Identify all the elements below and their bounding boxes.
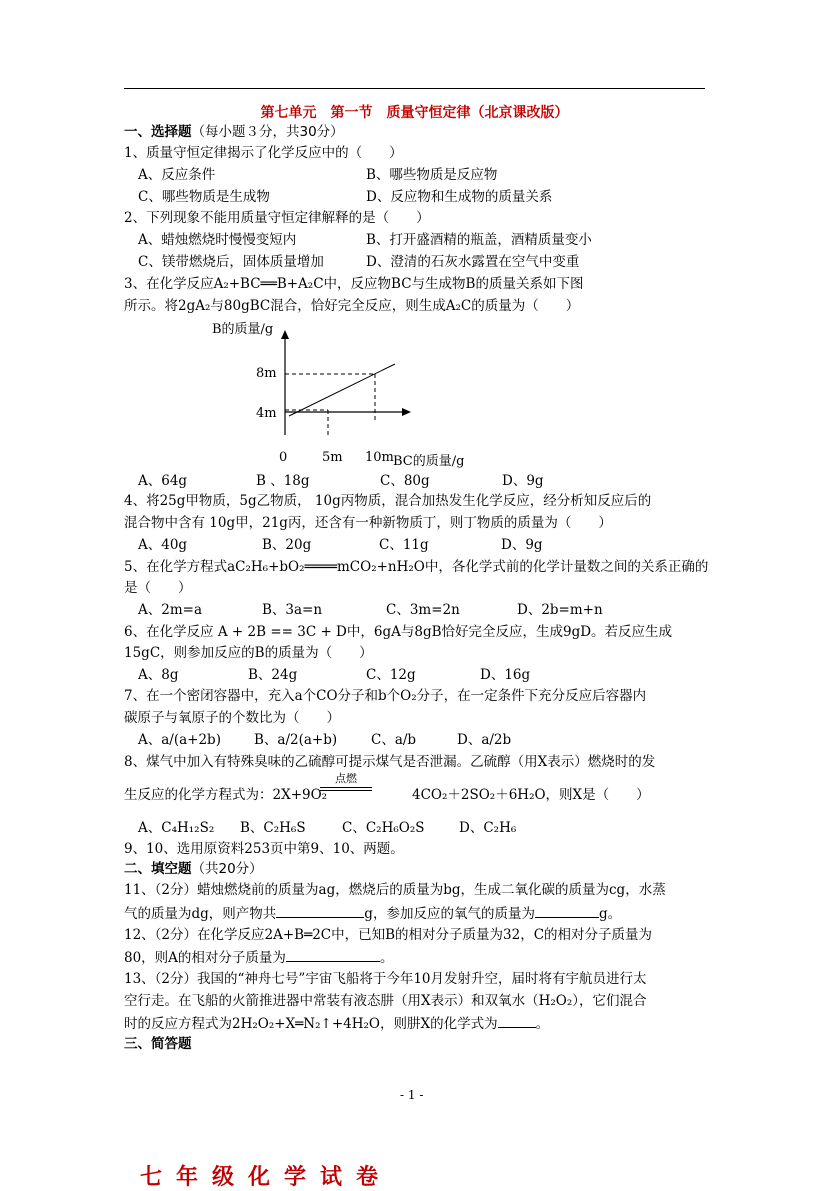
question-stem: 2、下列现象不能用质量守恒定律解释的是（ ）: [124, 210, 430, 226]
question-stem: 7、在一个密闭容器中，充入a个CO分子和b个O₂分子，在一定条件下充分反应后容器内: [124, 688, 647, 704]
question-stem: 8、煤气中加入有特殊臭味的乙硫醇可提示煤气是否泄漏。乙硫醇（用X表示）燃烧时的发: [124, 754, 656, 770]
option-d: D、C₂H₆: [459, 820, 517, 836]
option-b: B、24g: [248, 667, 298, 683]
question-stem: 13、（2分）我国的“神舟七号”宇宙飞船将于今年10月发射升空，届时将有宇航员进行太: [124, 971, 647, 987]
section-heading: 一、选择题（每小题３分，共30分）: [124, 124, 344, 140]
question-stem: 6、在化学反应 A + 2B == 3C + D中，6gA与8gB恰好完全反应，生成9gD。若反应生成: [124, 624, 673, 640]
graph-y-label: B的质量/g: [212, 322, 274, 337]
question-stem: 15gC，则参加反应的B的质量为（ ）: [124, 645, 373, 661]
question-stem: 9、10、选用原资料253页中第9、10、两题。: [124, 841, 404, 857]
question-stem: 12、（2分）在化学反应2A+B═2C中，已知B的相对分子质量为32，C的相对分子质量为: [124, 927, 653, 943]
option-a: A、a/(a+2b): [138, 732, 221, 748]
graph-tick-5m: 5m: [322, 450, 343, 465]
graph-tick-4m: 4m: [256, 406, 277, 421]
page-number: - 1 -: [400, 1088, 424, 1102]
option-c: C、80g: [380, 473, 430, 489]
option-b: B、打开盛酒精的瓶盖，酒精质量变小: [366, 232, 592, 248]
graph-tick-8m: 8m: [256, 366, 277, 381]
top-rule: [124, 88, 705, 89]
option-a: A、C₄H₁₂S₂: [138, 820, 215, 836]
mass-relation-graph: [255, 330, 425, 450]
option-a: A、64g: [138, 473, 188, 489]
section-heading: 三、简答题: [124, 1036, 192, 1052]
question-stem: 1、质量守恒定律揭示了化学反应中的（ ）: [124, 145, 403, 161]
option-c: C、哪些物质是生成物: [138, 189, 270, 205]
question-stem: 3、在化学反应A₂+BC══B+A₂C中，反应物BC与生成物B的质量关系如下图: [124, 276, 584, 292]
option-a: A、蜡烛燃烧时慢慢变短内: [138, 232, 297, 248]
answer-blank[interactable]: [276, 903, 364, 918]
reaction-condition: 点燃: [320, 772, 372, 791]
question-stem: 所示。将2gA₂与80gBC混合，恰好完全反应，则生成A₂C的质量为（ ）: [124, 298, 580, 314]
option-b: B、3a=n: [262, 602, 323, 618]
option-d: D、2b=m+n: [517, 602, 603, 618]
option-c: C、11g: [379, 537, 429, 553]
next-page-title-fragment: 七年级化学试卷: [140, 1165, 393, 1190]
question-stem: 空行走。在飞船的火箭推进器中常装有液态肼（用X表示）和双氧水（H₂O₂），它们混合: [124, 993, 647, 1009]
question-stem: 11、（2分）蜡烛燃烧前的质量为ag，燃烧后的质量为bg，生成二氧化碳的质量为cg，水蒸: [124, 882, 666, 898]
option-a: A、反应条件: [138, 167, 216, 183]
option-c: C、12g: [366, 667, 416, 683]
option-b: B、哪些物质是反应物: [366, 167, 498, 183]
graph-tick-10m: 10m: [365, 450, 394, 465]
question-stem: 5、在化学方程式aC₂H₆+bO₂════mCO₂+nH₂O中，各化学式前的化学计量数之间的关系正确的: [124, 559, 709, 575]
answer-blank[interactable]: [286, 947, 380, 962]
option-d: D、16g: [480, 667, 531, 683]
option-c: C、a/b: [371, 732, 417, 748]
option-b: B、20g: [262, 537, 312, 553]
equals-arrow: [320, 787, 372, 791]
option-b: B 、18g: [256, 473, 310, 489]
graph-x-label: BC的质量/g: [393, 454, 465, 469]
option-a: A、40g: [138, 537, 188, 553]
question-stem: 4、将25g甲物质，5g乙物质， 10g丙物质，混合加热发生化学反应，经分析知反应后的: [124, 493, 652, 509]
question-stem: 混合物中含有 10g甲，21g丙，还含有一种新物质丁，则丁物质的质量为（ ）: [124, 515, 612, 531]
option-b: B、C₂H₆S: [240, 820, 306, 836]
option-c: C、3m=2n: [386, 602, 460, 618]
graph-tick-0: 0: [279, 450, 288, 465]
section-heading: 二、填空题（共20分）: [124, 861, 263, 877]
option-a: A、8g: [138, 667, 179, 683]
reaction-equation-right: 4CO₂＋2SO₂＋6H₂O，则X是（ ）: [412, 787, 650, 803]
reaction-equation-left: 生反应的化学方程式为：2X+9O₂: [124, 787, 328, 803]
option-d: D、9g: [502, 473, 544, 489]
answer-blank[interactable]: [535, 903, 599, 918]
option-b: B、a/2(a+b): [254, 732, 338, 748]
document-title: 第七单元 第一节 质量守恒定律（北京课改版）: [260, 105, 569, 121]
option-d: D、a/2b: [457, 732, 512, 748]
fill-in-line: 气的质量为dg，则产物共 g，参加反应的氧气的质量为 g。: [124, 903, 621, 924]
option-d: D、澄清的石灰水露置在空气中变重: [366, 254, 580, 270]
option-a: A、2m=a: [138, 602, 202, 618]
option-d: D、9g: [501, 537, 543, 553]
question-stem: 是（ ）: [124, 580, 192, 596]
option-d: D、反应物和生成物的质量关系: [366, 189, 553, 205]
option-c: C、C₂H₆O₂S: [342, 820, 425, 836]
answer-blank[interactable]: [498, 1013, 536, 1028]
fill-in-line: 80，则A的相对分子质量为 。: [124, 947, 393, 968]
fill-in-line: 时的反应方程式为2H₂O₂+X═N₂↑+4H₂O，则肼X的化学式为 。: [124, 1013, 549, 1034]
question-stem: 碳原子与氧原子的个数比为（ ）: [124, 710, 340, 726]
option-c: C、镁带燃烧后，固体质量增加: [138, 254, 324, 270]
